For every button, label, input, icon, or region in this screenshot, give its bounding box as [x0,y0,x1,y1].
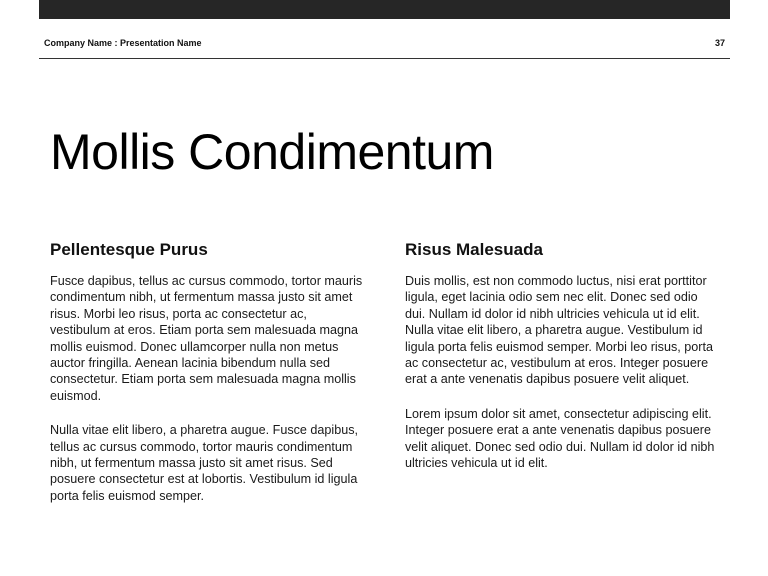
header-title: Company Name : Presentation Name [44,38,202,48]
slide-header [39,36,730,59]
page-number: 37 [714,38,725,48]
slide-title: Mollis Condimentum [50,124,494,180]
left-column-paragraph-2: Nulla vitae elit libero, a pharetra augue. Fusce dapibus, tellus ac cursus commodo, tortor mauris condimentum nibh, ut fermentum massa justo sit amet risus. Sed posuere consectetur est at lobortis. Vestibulum id ligula porta felis euismod semper. [50,423,359,503]
top-bar [39,0,730,19]
left-column-paragraph-1: Fusce dapibus, tellus ac cursus commodo, tortor mauris condimentum nibh, ut fermentum massa justo sit amet risus. Morbi leo risus, porta ac consectetur ac, vestibulum at eros. Etiam porta sem malesuada magna mollis euismod. Donec ullamcorper nulla non metus auctor fringilla. Aenean lacinia bibendum nulla sed consectetur. Etiam porta sem malesuada magna mollis euismod. [50,274,363,403]
left-column [50,238,366,522]
right-column [405,238,721,489]
right-column-paragraph-1: Duis mollis, est non commodo luctus, nisi erat porttitor ligula, eget lacinia odio sem nec elit. Donec sed odio dui. Nullam id dolor id nibh ultricies vehicula ut id elit. Nulla vitae elit libero, a pharetra augue. Vestibulum id ligula porta felis euismod semper. Morbi leo risus, porta ac consectetur ac, vestibulum at eros. Integer posuere erat a ante venenatis dapibus posuere velit aliquet. [405,274,713,387]
right-column-paragraph-2: Lorem ipsum dolor sit amet, consectetur adipiscing elit. Integer posuere erat a ante venenatis dapibus posuere velit aliquet. Donec sed odio dui. Nullam id dolor id nibh ultricies vehicula ut id elit. [405,406,715,471]
left-column-heading: Pellentesque Purus [50,240,208,259]
right-column-heading: Risus Malesuada [405,240,543,259]
